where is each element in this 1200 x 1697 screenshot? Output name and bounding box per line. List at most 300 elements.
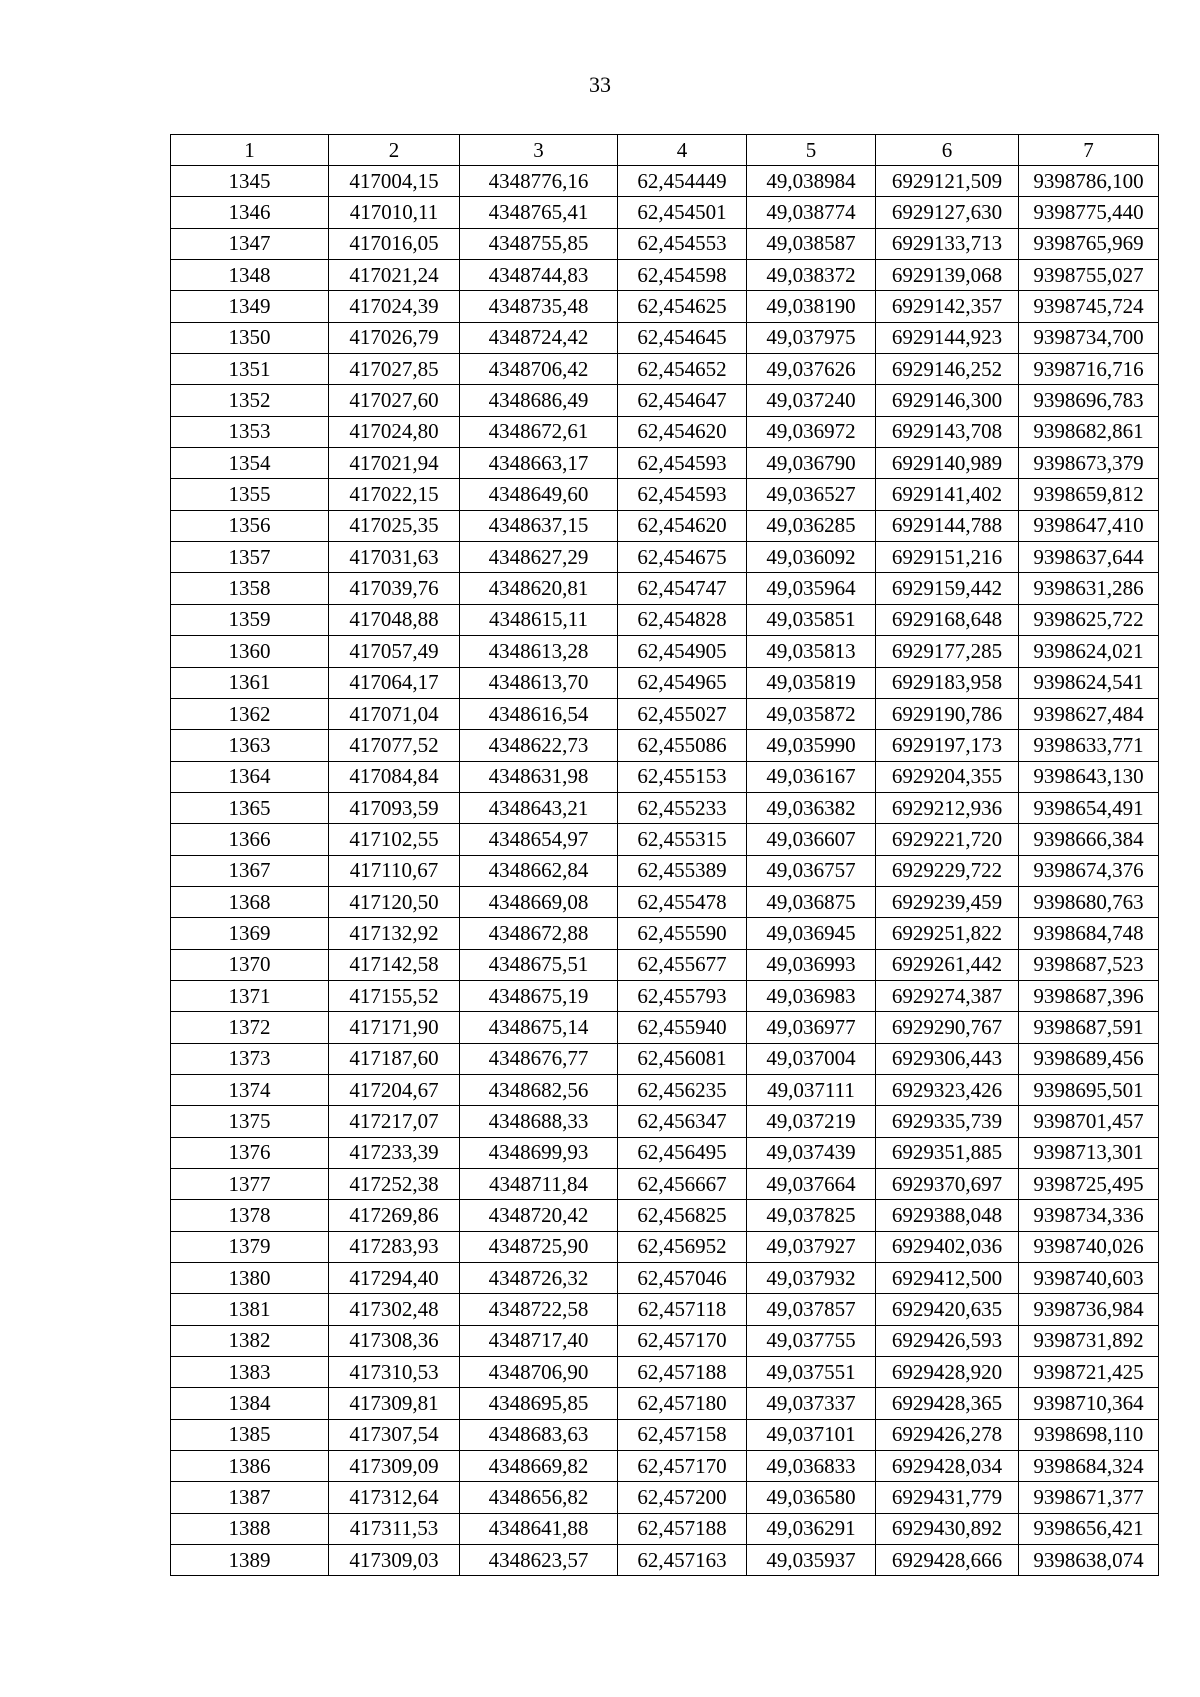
table-cell: 49,038190	[747, 291, 876, 322]
table-cell: 9398721,425	[1019, 1357, 1159, 1388]
table-cell: 9398687,396	[1019, 980, 1159, 1011]
table-cell: 4348656,82	[460, 1482, 618, 1513]
table-cell: 9398689,456	[1019, 1043, 1159, 1074]
table-cell: 4348613,28	[460, 636, 618, 667]
table-cell: 49,036580	[747, 1482, 876, 1513]
table-cell: 4348649,60	[460, 479, 618, 510]
table-cell: 49,037664	[747, 1169, 876, 1200]
table-row	[171, 573, 1159, 604]
table-cell: 62,454965	[618, 667, 747, 698]
table-cell: 417233,39	[329, 1137, 460, 1168]
table-row	[171, 792, 1159, 823]
table-row	[171, 855, 1159, 886]
column-header: 4	[618, 135, 747, 166]
table-cell: 1377	[171, 1169, 329, 1200]
table-cell: 4348622,73	[460, 730, 618, 761]
table-row	[171, 354, 1159, 385]
table-cell: 62,455086	[618, 730, 747, 761]
table-cell: 62,454620	[618, 416, 747, 447]
table-cell: 417283,93	[329, 1231, 460, 1262]
column-header: 6	[876, 135, 1019, 166]
table-row	[171, 479, 1159, 510]
table-cell: 9398734,336	[1019, 1200, 1159, 1231]
table-cell: 62,454675	[618, 542, 747, 573]
table-cell: 62,455315	[618, 824, 747, 855]
table-row	[171, 1169, 1159, 1200]
table-cell: 49,037337	[747, 1388, 876, 1419]
table-cell: 6929426,278	[876, 1419, 1019, 1450]
table-cell: 9398734,700	[1019, 322, 1159, 353]
table-cell: 49,036092	[747, 542, 876, 573]
table-cell: 1365	[171, 792, 329, 823]
table-cell: 9398755,027	[1019, 260, 1159, 291]
table-cell: 49,036382	[747, 792, 876, 823]
table-cell: 417010,11	[329, 197, 460, 228]
table-cell: 1374	[171, 1074, 329, 1105]
table-cell: 62,457170	[618, 1451, 747, 1482]
table-cell: 4348669,08	[460, 886, 618, 917]
table-row	[171, 1545, 1159, 1576]
table-cell: 4348654,97	[460, 824, 618, 855]
table-row	[171, 667, 1159, 698]
table-cell: 1369	[171, 918, 329, 949]
table-cell: 49,035937	[747, 1545, 876, 1576]
table-cell: 4348724,42	[460, 322, 618, 353]
table-cell: 62,457158	[618, 1419, 747, 1450]
table-cell: 49,036790	[747, 448, 876, 479]
table-cell: 4348711,84	[460, 1169, 618, 1200]
table-cell: 9398765,969	[1019, 228, 1159, 259]
table-cell: 4348706,42	[460, 354, 618, 385]
table-cell: 4348735,48	[460, 291, 618, 322]
table-cell: 62,456081	[618, 1043, 747, 1074]
table-cell: 49,037551	[747, 1357, 876, 1388]
table-cell: 62,454747	[618, 573, 747, 604]
table-cell: 1353	[171, 416, 329, 447]
table-cell: 62,454645	[618, 322, 747, 353]
table-cell: 4348765,41	[460, 197, 618, 228]
table-cell: 417027,60	[329, 385, 460, 416]
table-cell: 6929420,635	[876, 1294, 1019, 1325]
table-row	[171, 1325, 1159, 1356]
table-cell: 9398654,491	[1019, 792, 1159, 823]
table-cell: 6929426,593	[876, 1325, 1019, 1356]
table-cell: 6929412,500	[876, 1263, 1019, 1294]
table-cell: 4348637,15	[460, 510, 618, 541]
table-cell: 62,457046	[618, 1263, 747, 1294]
table-cell: 49,037626	[747, 354, 876, 385]
table-cell: 9398638,074	[1019, 1545, 1159, 1576]
table-cell: 49,036291	[747, 1513, 876, 1544]
table-cell: 62,457170	[618, 1325, 747, 1356]
table-cell: 49,035813	[747, 636, 876, 667]
table-cell: 6929428,034	[876, 1451, 1019, 1482]
column-header: 3	[460, 135, 618, 166]
table-cell: 62,456495	[618, 1137, 747, 1168]
table-row	[171, 1357, 1159, 1388]
table-cell: 49,036833	[747, 1451, 876, 1482]
table-cell: 417252,38	[329, 1169, 460, 1200]
table-cell: 62,457200	[618, 1482, 747, 1513]
table-cell: 4348663,17	[460, 448, 618, 479]
table-cell: 9398682,861	[1019, 416, 1159, 447]
table-cell: 417025,35	[329, 510, 460, 541]
table-cell: 9398701,457	[1019, 1106, 1159, 1137]
table-cell: 9398713,301	[1019, 1137, 1159, 1168]
table-cell: 62,454905	[618, 636, 747, 667]
table-row	[171, 761, 1159, 792]
table-cell: 62,455389	[618, 855, 747, 886]
table-body	[171, 166, 1159, 1576]
table-cell: 6929190,786	[876, 698, 1019, 729]
table-cell: 417155,52	[329, 980, 460, 1011]
table-cell: 9398674,376	[1019, 855, 1159, 886]
table-cell: 1357	[171, 542, 329, 573]
table-cell: 4348683,63	[460, 1419, 618, 1450]
table-row	[171, 510, 1159, 541]
table-cell: 417039,76	[329, 573, 460, 604]
table-cell: 6929229,722	[876, 855, 1019, 886]
table-cell: 6929430,892	[876, 1513, 1019, 1544]
table-cell: 417048,88	[329, 604, 460, 635]
table-cell: 6929335,739	[876, 1106, 1019, 1137]
table-row	[171, 1513, 1159, 1544]
table-cell: 1384	[171, 1388, 329, 1419]
table-cell: 1349	[171, 291, 329, 322]
table-cell: 417022,15	[329, 479, 460, 510]
table-cell: 9398633,771	[1019, 730, 1159, 761]
table-cell: 62,457180	[618, 1388, 747, 1419]
table-cell: 1360	[171, 636, 329, 667]
table-cell: 62,454553	[618, 228, 747, 259]
table-cell: 9398725,495	[1019, 1169, 1159, 1200]
table-cell: 6929139,068	[876, 260, 1019, 291]
table-cell: 4348706,90	[460, 1357, 618, 1388]
table-cell: 62,454593	[618, 479, 747, 510]
table-cell: 4348725,90	[460, 1231, 618, 1262]
table-cell: 1386	[171, 1451, 329, 1482]
table-row	[171, 542, 1159, 573]
table-cell: 9398680,763	[1019, 886, 1159, 917]
table-cell: 9398736,984	[1019, 1294, 1159, 1325]
table-cell: 4348688,33	[460, 1106, 618, 1137]
table-cell: 62,455940	[618, 1012, 747, 1043]
table-cell: 9398745,724	[1019, 291, 1159, 322]
table-cell: 6929274,387	[876, 980, 1019, 1011]
table-cell: 417187,60	[329, 1043, 460, 1074]
table-cell: 49,036977	[747, 1012, 876, 1043]
table-cell: 9398696,783	[1019, 385, 1159, 416]
table-cell: 6929141,402	[876, 479, 1019, 510]
table-cell: 9398673,379	[1019, 448, 1159, 479]
table-cell: 417026,79	[329, 322, 460, 353]
table-cell: 4348682,56	[460, 1074, 618, 1105]
table-cell: 9398740,026	[1019, 1231, 1159, 1262]
table-cell: 49,035819	[747, 667, 876, 698]
table-row	[171, 1106, 1159, 1137]
table-row	[171, 604, 1159, 635]
table-cell: 9398671,377	[1019, 1482, 1159, 1513]
table-cell: 417102,55	[329, 824, 460, 855]
table-cell: 62,454647	[618, 385, 747, 416]
table-cell: 417311,53	[329, 1513, 460, 1544]
table-cell: 417021,94	[329, 448, 460, 479]
table-cell: 49,037439	[747, 1137, 876, 1168]
table-row	[171, 1294, 1159, 1325]
table-cell: 417004,15	[329, 166, 460, 197]
table-cell: 6929351,885	[876, 1137, 1019, 1168]
table-cell: 49,037932	[747, 1263, 876, 1294]
table-cell: 417016,05	[329, 228, 460, 259]
table-cell: 6929143,708	[876, 416, 1019, 447]
table-row	[171, 1012, 1159, 1043]
table-cell: 4348755,85	[460, 228, 618, 259]
table-cell: 62,455478	[618, 886, 747, 917]
table-cell: 1345	[171, 166, 329, 197]
table-cell: 49,037111	[747, 1074, 876, 1105]
table-cell: 417308,36	[329, 1325, 460, 1356]
table-cell: 62,454598	[618, 260, 747, 291]
table-cell: 6929290,767	[876, 1012, 1019, 1043]
table-cell: 6929428,666	[876, 1545, 1019, 1576]
table-cell: 417132,92	[329, 918, 460, 949]
table-cell: 417307,54	[329, 1419, 460, 1450]
table-cell: 1352	[171, 385, 329, 416]
table-cell: 417310,53	[329, 1357, 460, 1388]
table-cell: 4348675,19	[460, 980, 618, 1011]
table-row	[171, 1263, 1159, 1294]
table-cell: 9398647,410	[1019, 510, 1159, 541]
table-cell: 417294,40	[329, 1263, 460, 1294]
table-cell: 417309,81	[329, 1388, 460, 1419]
table-cell: 62,457188	[618, 1513, 747, 1544]
table-cell: 417024,39	[329, 291, 460, 322]
coordinates-table	[170, 134, 1159, 1576]
table-cell: 6929428,365	[876, 1388, 1019, 1419]
table-cell: 1350	[171, 322, 329, 353]
table-cell: 1358	[171, 573, 329, 604]
table-cell: 62,455153	[618, 761, 747, 792]
table-cell: 417142,58	[329, 949, 460, 980]
table-cell: 9398666,384	[1019, 824, 1159, 855]
column-header: 5	[747, 135, 876, 166]
table-cell: 6929144,923	[876, 322, 1019, 353]
table-cell: 4348686,49	[460, 385, 618, 416]
table-row	[171, 730, 1159, 761]
table-row	[171, 260, 1159, 291]
table-cell: 49,036527	[747, 479, 876, 510]
table-cell: 62,456347	[618, 1106, 747, 1137]
table-cell: 9398716,716	[1019, 354, 1159, 385]
table-cell: 4348695,85	[460, 1388, 618, 1419]
table-cell: 1378	[171, 1200, 329, 1231]
table-cell: 4348720,42	[460, 1200, 618, 1231]
table-cell: 1363	[171, 730, 329, 761]
table-cell: 9398687,591	[1019, 1012, 1159, 1043]
table-cell: 49,037219	[747, 1106, 876, 1137]
table-cell: 49,036993	[747, 949, 876, 980]
table-cell: 62,455233	[618, 792, 747, 823]
table-cell: 4348726,32	[460, 1263, 618, 1294]
table-cell: 49,037240	[747, 385, 876, 416]
table-cell: 6929151,216	[876, 542, 1019, 573]
table-header-row	[171, 135, 1159, 166]
table-cell: 1382	[171, 1325, 329, 1356]
table-cell: 4348675,14	[460, 1012, 618, 1043]
table-cell: 4348616,54	[460, 698, 618, 729]
table-cell: 4348676,77	[460, 1043, 618, 1074]
table-row	[171, 1482, 1159, 1513]
table-cell: 9398624,541	[1019, 667, 1159, 698]
table-cell: 62,454449	[618, 166, 747, 197]
table-cell: 62,457163	[618, 1545, 747, 1576]
table-cell: 417120,50	[329, 886, 460, 917]
table-cell: 49,036285	[747, 510, 876, 541]
table-cell: 1379	[171, 1231, 329, 1262]
table-cell: 1375	[171, 1106, 329, 1137]
table-cell: 49,037101	[747, 1419, 876, 1450]
table-cell: 49,037755	[747, 1325, 876, 1356]
table-cell: 6929168,648	[876, 604, 1019, 635]
table-cell: 4348620,81	[460, 573, 618, 604]
table-cell: 417084,84	[329, 761, 460, 792]
table-row	[171, 228, 1159, 259]
table-row	[171, 698, 1159, 729]
table-cell: 1381	[171, 1294, 329, 1325]
table-row	[171, 824, 1159, 855]
table-row	[171, 385, 1159, 416]
table-cell: 417093,59	[329, 792, 460, 823]
table-cell: 9398624,021	[1019, 636, 1159, 667]
table-cell: 1355	[171, 479, 329, 510]
table-row	[171, 322, 1159, 353]
table-cell: 1366	[171, 824, 329, 855]
table-cell: 1383	[171, 1357, 329, 1388]
table-cell: 1387	[171, 1482, 329, 1513]
table-cell: 49,038774	[747, 197, 876, 228]
table-cell: 4348672,88	[460, 918, 618, 949]
table-cell: 6929431,779	[876, 1482, 1019, 1513]
table-cell: 49,038984	[747, 166, 876, 197]
table-cell: 6929127,630	[876, 197, 1019, 228]
table-cell: 6929239,459	[876, 886, 1019, 917]
table-cell: 62,454828	[618, 604, 747, 635]
table-cell: 9398643,130	[1019, 761, 1159, 792]
table-cell: 9398710,364	[1019, 1388, 1159, 1419]
table-cell: 49,035964	[747, 573, 876, 604]
table-cell: 4348641,88	[460, 1513, 618, 1544]
table-row	[171, 197, 1159, 228]
column-header: 2	[329, 135, 460, 166]
table-row	[171, 291, 1159, 322]
table-cell: 49,036167	[747, 761, 876, 792]
table-row	[171, 918, 1159, 949]
table-cell: 4348675,51	[460, 949, 618, 980]
table-cell: 417064,17	[329, 667, 460, 698]
table-cell: 6929197,173	[876, 730, 1019, 761]
table-cell: 6929402,036	[876, 1231, 1019, 1262]
table-cell: 1362	[171, 698, 329, 729]
table-row	[171, 949, 1159, 980]
table-cell: 62,454620	[618, 510, 747, 541]
table-cell: 62,456667	[618, 1169, 747, 1200]
table-cell: 62,456825	[618, 1200, 747, 1231]
table-cell: 62,454625	[618, 291, 747, 322]
table-cell: 6929121,509	[876, 166, 1019, 197]
table-cell: 417077,52	[329, 730, 460, 761]
table-row	[171, 1388, 1159, 1419]
table-cell: 49,037825	[747, 1200, 876, 1231]
table-cell: 9398625,722	[1019, 604, 1159, 635]
table-cell: 1359	[171, 604, 329, 635]
table-cell: 9398731,892	[1019, 1325, 1159, 1356]
table-cell: 9398631,286	[1019, 573, 1159, 604]
table-cell: 6929177,285	[876, 636, 1019, 667]
table-row	[171, 1200, 1159, 1231]
table-cell: 1388	[171, 1513, 329, 1544]
table-cell: 6929251,822	[876, 918, 1019, 949]
table-row	[171, 980, 1159, 1011]
table-cell: 1380	[171, 1263, 329, 1294]
table-row	[171, 166, 1159, 197]
table-cell: 417071,04	[329, 698, 460, 729]
table-cell: 6929204,355	[876, 761, 1019, 792]
table-cell: 4348631,98	[460, 761, 618, 792]
table-cell: 1373	[171, 1043, 329, 1074]
table-cell: 9398656,421	[1019, 1513, 1159, 1544]
table-cell: 417312,64	[329, 1482, 460, 1513]
table-cell: 1354	[171, 448, 329, 479]
table-row	[171, 1451, 1159, 1482]
table-cell: 49,036983	[747, 980, 876, 1011]
table-cell: 62,455793	[618, 980, 747, 1011]
table-cell: 49,037975	[747, 322, 876, 353]
table-row	[171, 1074, 1159, 1105]
table-row	[171, 1137, 1159, 1168]
table-cell: 6929133,713	[876, 228, 1019, 259]
table-cell: 62,454593	[618, 448, 747, 479]
table-cell: 6929183,958	[876, 667, 1019, 698]
table-cell: 417171,90	[329, 1012, 460, 1043]
table-cell: 49,036972	[747, 416, 876, 447]
table-cell: 1371	[171, 980, 329, 1011]
table-cell: 9398775,440	[1019, 197, 1159, 228]
table-cell: 417302,48	[329, 1294, 460, 1325]
table-cell: 1346	[171, 197, 329, 228]
table-cell: 4348776,16	[460, 166, 618, 197]
table-cell: 49,038587	[747, 228, 876, 259]
table-cell: 1361	[171, 667, 329, 698]
table-cell: 4348722,58	[460, 1294, 618, 1325]
column-header: 7	[1019, 135, 1159, 166]
table-cell: 6929306,443	[876, 1043, 1019, 1074]
table-cell: 4348613,70	[460, 667, 618, 698]
table-cell: 6929221,720	[876, 824, 1019, 855]
table-cell: 9398740,603	[1019, 1263, 1159, 1294]
table-cell: 6929323,426	[876, 1074, 1019, 1105]
table-cell: 49,037927	[747, 1231, 876, 1262]
table-cell: 417031,63	[329, 542, 460, 573]
table-cell: 4348672,61	[460, 416, 618, 447]
table-cell: 9398659,812	[1019, 479, 1159, 510]
table-row	[171, 448, 1159, 479]
table-cell: 9398637,644	[1019, 542, 1159, 573]
table-cell: 49,035990	[747, 730, 876, 761]
table-cell: 6929146,252	[876, 354, 1019, 385]
table-cell: 9398687,523	[1019, 949, 1159, 980]
table-cell: 49,036945	[747, 918, 876, 949]
table-row	[171, 416, 1159, 447]
